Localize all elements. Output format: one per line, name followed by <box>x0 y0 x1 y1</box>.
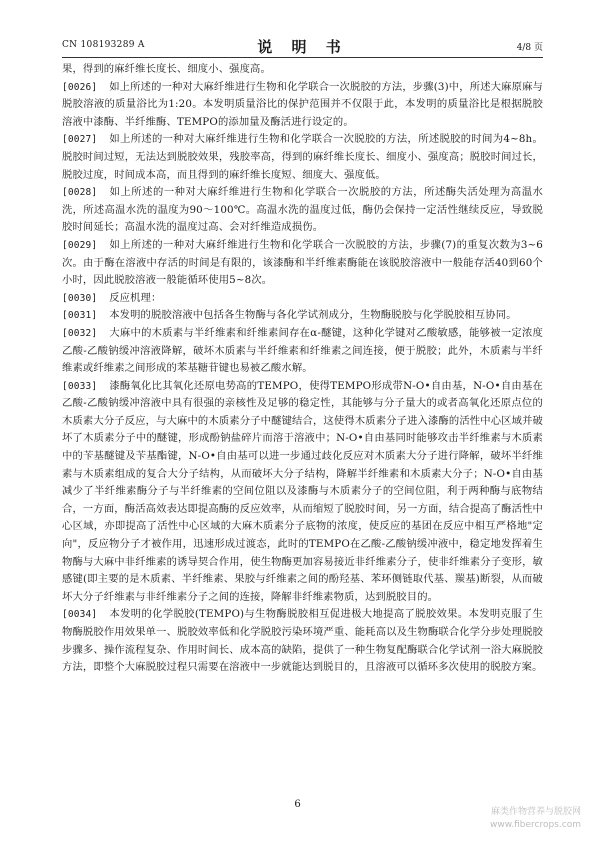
paragraph-0034 <box>62 606 543 676</box>
page-indicator: 4/8 页 <box>516 43 543 53</box>
paragraph-number: [0028] <box>62 187 98 199</box>
paragraph-0031 <box>62 307 543 325</box>
document-title: 说 明 书 <box>257 38 348 56</box>
page-header <box>62 36 543 54</box>
paragraph-text: 如上所述的一种对大麻纤维进行生物和化学联合一次脱胶的方法，步骤(7)的重复次数为3~6次。由于酶在溶液中存活的时间是有限的，该漆酶和半纤维素酶能在该脱胶溶液中一般能存活40到60个小时，因此脱胶溶液一般能循环使用5~8次。 <box>62 238 543 287</box>
paragraph-number: [0034] <box>62 609 98 621</box>
paragraph-number: [0027] <box>62 134 98 146</box>
paragraph-number: [0029] <box>62 239 98 251</box>
paragraph-0028 <box>62 184 543 237</box>
page-number: 6 <box>294 799 301 810</box>
paragraph-number: [0032] <box>62 327 98 339</box>
paragraph-0030 <box>62 290 543 308</box>
header-rule <box>62 57 543 58</box>
watermark-url: www.fibercrops.com <box>490 820 581 830</box>
paragraph-text: 如上所述的一种对大麻纤维进行生物和化学联合一次脱胶的方法，步骤(3)中，所述大麻原麻与脱胶溶液的质量浴比为1:20。本发明质量浴比的保护范围并不仅限于此，本发明的质量浴比是根据脱胶溶液中漆酶、半纤维酶、TEMPO的添加量及酶活进行设定的。 <box>62 80 543 128</box>
paragraph-number: [0030] <box>62 292 98 304</box>
paragraph-number: [0026] <box>62 81 98 93</box>
paragraph-text: 大麻中的木质素与半纤维素和纤维素间存在α-醚键，这种化学键对乙酸敏感，能够被一定浓度乙酸-乙酸钠缓冲溶液降解，破坏木质素与半纤维素和纤维素之间连接，便于脱胶；此外，木质素与半纤维素或纤维素之间形成的苯基糖苷键也易被乙酸水解。 <box>62 326 543 375</box>
paragraph-text: 如上所述的一种对大麻纤维进行生物和化学联合一次脱胶的方法，所述脱胶的时间为4~8h。脱胶时间过短，无法达到脱胶效果，残胶率高，得到的麻纤维长度长、细度小、强度高；脱胶时间过长，脱胶过度，时间成本高，而且得到的麻纤维长度短、细度大、强度低。 <box>62 133 543 181</box>
paragraph-0029 <box>62 237 543 290</box>
paragraph-0027 <box>62 131 543 184</box>
site-watermark <box>490 806 581 832</box>
paragraph-number: [0033] <box>62 380 98 392</box>
paragraph-text: 果，得到的麻纤维长度长、细度小、强度高。 <box>62 63 271 75</box>
paragraph-text: 本发明的化学脱胶(TEMPO)与生物酶脱胶相互促进极大地提高了脱胶效果。本发明克服了生物酶脱胶作用效果单一、脱胶效率低和化学脱胶污染环境严重、能耗高以及生物酶联合化学分步处理脱胶步骤多、操作流程复杂、作用时间长、成本高的缺陷，提供了一种生物复配酶联合化学试剂一浴大麻脱胶方法，即整个大麻脱胶过程只需要在溶液中一步就能达到脱目的，且溶液可以循环多次使用的脱胶方案。 <box>62 608 543 674</box>
paragraph-number: [0031] <box>62 310 98 322</box>
description-body <box>62 61 543 677</box>
paragraph-0032 <box>62 325 543 378</box>
paragraph-text: 如上所述的一种对大麻纤维进行生物和化学联合一次脱胶的方法，所述酶失活处理为高温水洗，所述高温水洗的温度为90～100℃。高温水洗的温度过低，酶仍会保持一定活性继续反应，导致脱胶时间延长；高温水洗的温度过高、会对纤维造成损伤。 <box>62 186 543 234</box>
paragraph-0033 <box>62 378 543 607</box>
paragraph-text: 本发明的脱胶溶液中包括各生物酶与各化学试剂成分，生物酶脱胶与化学脱胶相互协同。 <box>109 309 517 322</box>
watermark-site-name: 麻类作物营养与脱胶网 <box>490 807 581 817</box>
paragraph-text: 漆酶氧化比其氧化还原电势高的TEMPO，使得TEMPO形成带N-O•自由基，N-O•自由基在乙酸-乙酸钠缓冲溶液中具有很强的亲核性及足够的稳定性，其能够与分子量大的或者高氧化还原点位的木质素大分子反应，与大麻中的木质素分子中醚键结合，这使得木质素分子进入漆酶的活性中心区域并破坏了木质素分子中的醚键，形成酚钠盐碎片而溶于溶液中；N-O•自由基同时能够攻击半纤维素与木质素中的苄基醚键及苄基酯键，N-O•自由基可以进一步通过歧化反应对木质素大分子进行降解，破坏半纤维素与木质素组成的复合大分子结构，从而破坏大分子结构，降解半纤维素和木质素大分子；N-O•自由基减少了半纤维素酶分子与半纤维素的空间位阻以及漆酶与木质素分子的空间位阻，利于两种酶与底物结合，一方面，酶活高效表达即提高酶的反应效率，从而缩短了脱胶时间，另一方面，结合提高了酶活性中心区域，亦即提高了活性中心区域的大麻木质素分子底物的浓度，使反应的基团在反应中相互严格地"定向"，反应物分子才被作用，迅速形成过渡态，此时的TEMPO在乙酸-乙酸钠缓冲液中，稳定地发挥着生物酶与大麻中非纤维素的诱导契合作用，使生物酶更加容易接近非纤维素分子，使非纤维素分子变形，敏感键(即主要的是木质素、半纤维素、果胶与纤维素之间的酚羟基、苯环侧链取代基、羰基)断裂，从而破坏大分子纤维素与非纤维素分子之间的连接，降解非纤维素物质，达到脱胶目的。 <box>62 379 543 603</box>
patent-number: CN 108193289 A <box>62 40 145 50</box>
paragraph-continuation <box>62 61 543 79</box>
paragraph-0026 <box>62 79 543 132</box>
paragraph-text: 反应机理： <box>109 291 162 304</box>
